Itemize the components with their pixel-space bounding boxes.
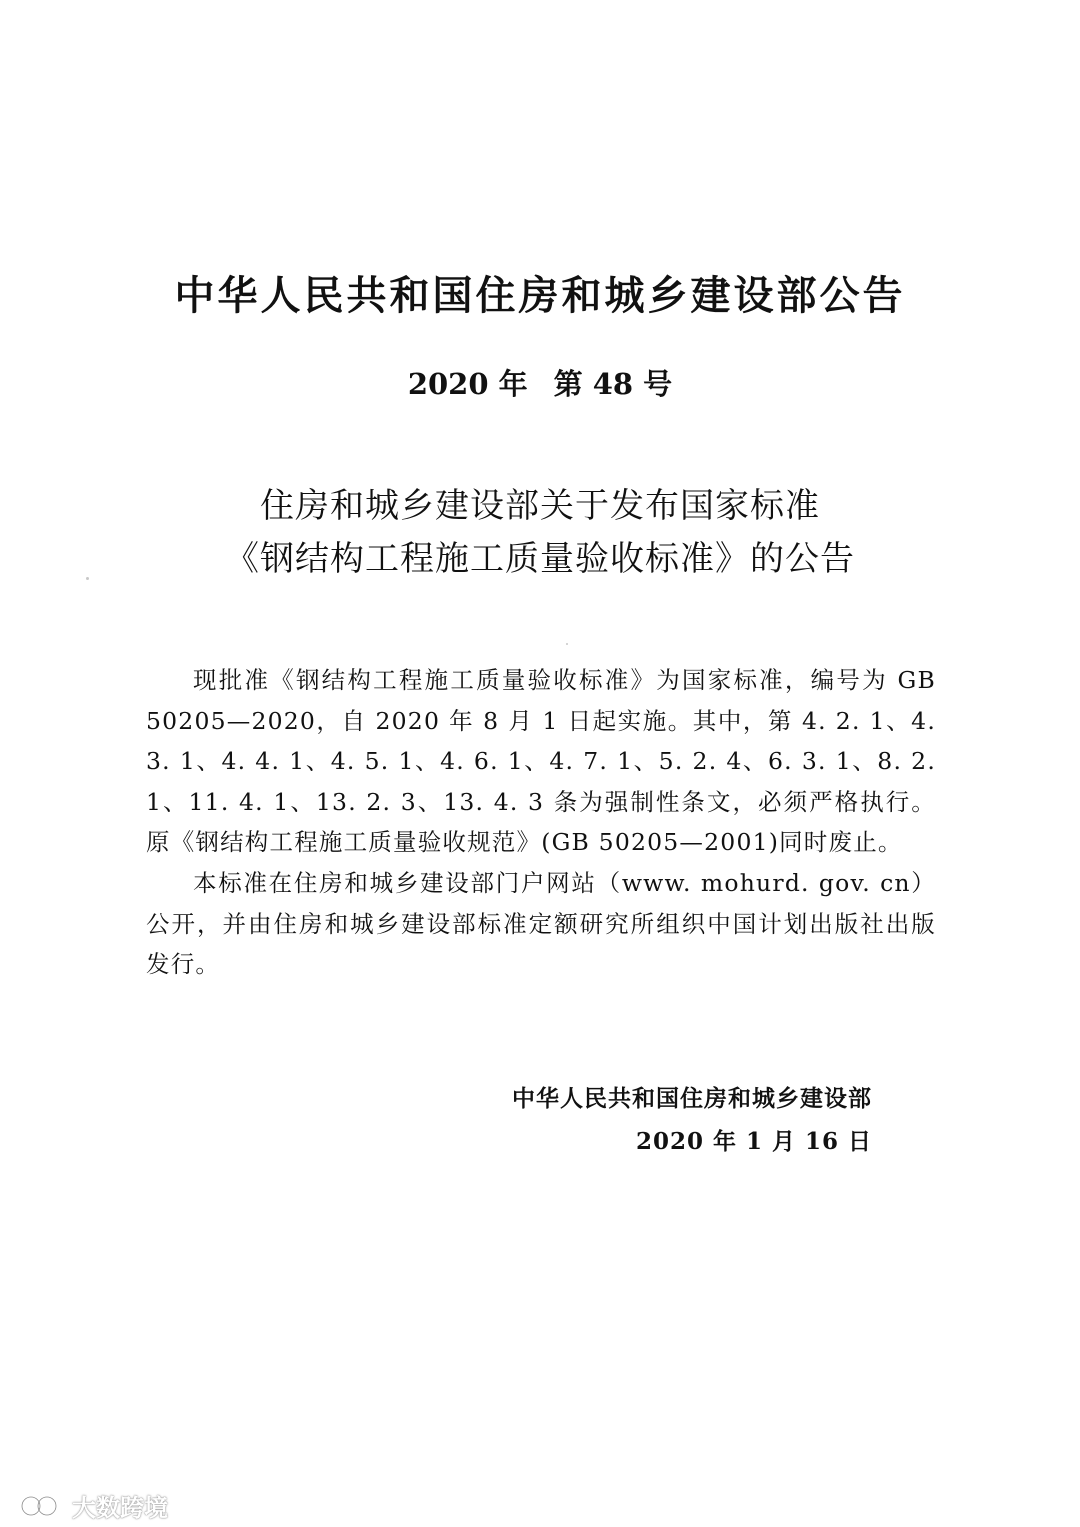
issue-number — [0, 362, 1080, 406]
notice-body — [146, 660, 936, 985]
notice-title-line-2: 《钢结构工程施工质量验收标准》的公告 — [225, 539, 855, 579]
scan-speck — [86, 577, 89, 580]
body-paragraph-1: 现批准《钢结构工程施工质量验收标准》为国家标准，编号为 GB 50205—2020，自 2020 年 8 月 1 日起实施。其中，第 4. 2. 1、4. 3. 1、4. 4. 1、4. 5. 1、4. 6. 1、4. 7. 1、5. 2. 4、6. 3. 1、8. 2. 1、11. 4. 1、13. 2. 3、13. 4. 3 条为强制性条文，必须严格执行。原《钢结构工程施工质量验收规范》(GB 50205—2001)同时废止。 — [146, 666, 936, 857]
signatory: 中华人民共和国住房和城乡建设部 — [512, 1086, 872, 1112]
watermark — [20, 1488, 168, 1523]
scan-speck — [566, 643, 568, 645]
body-paragraph-2: 本标准在住房和城乡建设部门户网站（www. mohurd. gov. cn）公开，并由住房和城乡建设部标准定额研究所组织中国计划出版社出版发行。 — [146, 868, 936, 979]
watermark-text: 大数跨境 — [72, 1494, 168, 1522]
signature-date: 2020 年 1 月 16 日 — [635, 1128, 872, 1155]
issue-year: 2020 年 — [407, 367, 528, 401]
issue-serial: 第 48 号 — [553, 367, 673, 401]
brand-logo-icon — [20, 1493, 64, 1519]
notice-title-line-1: 住房和城乡建设部关于发布国家标准 — [260, 486, 820, 526]
notice-title — [0, 480, 1080, 586]
issuer-title: 中华人民共和国住房和城乡建设部公告 — [174, 273, 906, 319]
